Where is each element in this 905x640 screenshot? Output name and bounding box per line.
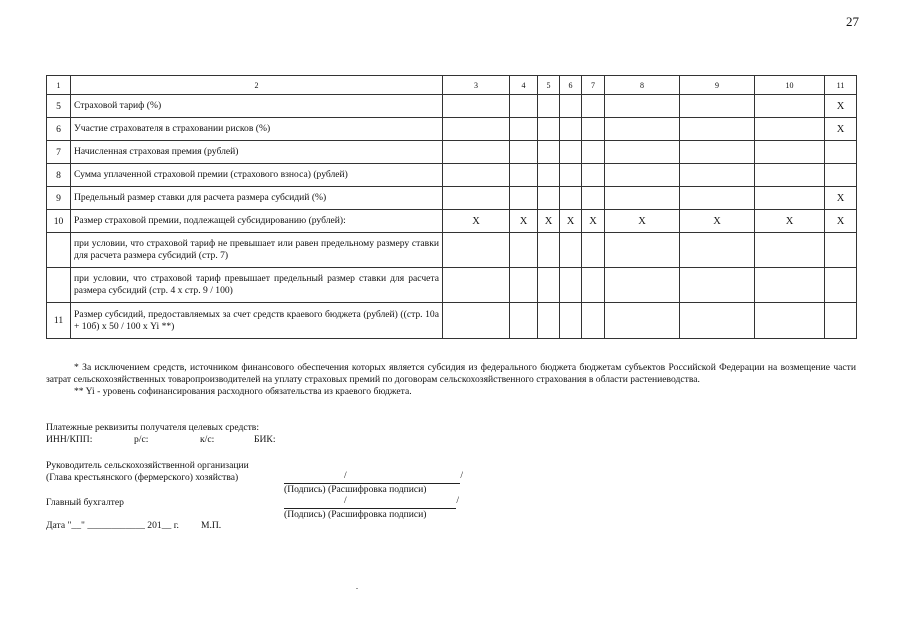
table-cell — [510, 141, 538, 164]
table-cell — [582, 164, 605, 187]
bik-label: БИК: — [254, 434, 276, 445]
scan-speck — [356, 588, 358, 589]
table-cell — [443, 233, 510, 268]
row-number: 8 — [47, 164, 71, 187]
table-cell — [510, 118, 538, 141]
row-number: 9 — [47, 187, 71, 210]
table-cell — [755, 95, 825, 118]
table-row — [47, 187, 857, 210]
header-cell: 2 — [71, 76, 443, 95]
table-cell — [605, 268, 680, 303]
table-cell — [755, 164, 825, 187]
table-cell — [510, 303, 538, 339]
table-cell — [538, 187, 560, 210]
table-cell — [680, 118, 755, 141]
table-cell — [538, 141, 560, 164]
table-cell — [582, 268, 605, 303]
header-cell: 4 — [510, 76, 538, 95]
table-row — [47, 118, 857, 141]
table-cell — [538, 233, 560, 268]
header-cell: 9 — [680, 76, 755, 95]
table-cell: X — [825, 187, 857, 210]
accountant-signature-line — [284, 495, 459, 509]
table-cell — [582, 187, 605, 210]
table-row — [47, 268, 857, 303]
table-cell — [680, 164, 755, 187]
page-number: 27 — [846, 14, 859, 29]
table-cell — [680, 303, 755, 339]
head-title-line2: (Глава крестьянского (фермерского) хозяйства) — [46, 472, 239, 483]
rs-label: р/с: — [134, 434, 149, 445]
table-cell — [605, 164, 680, 187]
table-cell — [755, 268, 825, 303]
table-cell: X — [510, 210, 538, 233]
header-cell: 1 — [47, 76, 71, 95]
table-row — [47, 95, 857, 118]
table-cell — [755, 187, 825, 210]
table-cell — [825, 141, 857, 164]
table-cell: X — [582, 210, 605, 233]
table-cell — [825, 164, 857, 187]
row-label: Предельный размер ставки для расчета размера субсидий (%) — [71, 187, 443, 210]
table-cell: X — [825, 95, 857, 118]
table-cell — [510, 233, 538, 268]
header-cell: 5 — [538, 76, 560, 95]
table-cell — [538, 95, 560, 118]
header-cell: 6 — [560, 76, 582, 95]
table-row — [47, 141, 857, 164]
table-cell — [605, 303, 680, 339]
row-label: Размер страховой премии, подлежащей субсидированию (рублей): — [71, 210, 443, 233]
header-cell: 11 — [825, 76, 857, 95]
table-cell: X — [538, 210, 560, 233]
table-cell — [582, 303, 605, 339]
row-label: Страховой тариф (%) — [71, 95, 443, 118]
row-number: 7 — [47, 141, 71, 164]
table-cell: X — [605, 210, 680, 233]
head-signature-label — [46, 460, 249, 484]
table-cell — [443, 118, 510, 141]
accountant-label: Главный бухгалтер — [46, 497, 124, 508]
payment-requisites — [46, 422, 276, 446]
header-cell: 3 — [443, 76, 510, 95]
table-cell — [825, 233, 857, 268]
row-number — [47, 268, 71, 303]
table-cell — [582, 118, 605, 141]
separator-slash: / — [344, 495, 347, 506]
separator-slash: / — [456, 495, 459, 506]
accountant-signature-caption: (Подпись) (Расшифровка подписи) — [284, 509, 427, 520]
table-cell — [582, 233, 605, 268]
table-cell — [560, 164, 582, 187]
table-cell — [538, 118, 560, 141]
table-cell — [680, 268, 755, 303]
stamp-place: М.П. — [200, 520, 222, 531]
row-number: 5 — [47, 95, 71, 118]
table-cell — [560, 233, 582, 268]
table-cell — [605, 118, 680, 141]
table-cell — [680, 141, 755, 164]
head-signature-line — [284, 470, 463, 484]
table-cell: X — [680, 210, 755, 233]
header-cell: 8 — [605, 76, 680, 95]
ks-label: к/с: — [200, 434, 215, 445]
table-cell — [443, 95, 510, 118]
table-cell: X — [443, 210, 510, 233]
table-cell — [560, 95, 582, 118]
table-row — [47, 303, 857, 339]
row-label: Участие страхователя в страховании рисков (%) — [71, 118, 443, 141]
head-title-line1: Руководитель сельскохозяйственной организации — [46, 460, 249, 471]
table-cell — [605, 187, 680, 210]
inn-label: ИНН/КПП: — [46, 434, 93, 445]
table-cell — [443, 141, 510, 164]
table-cell — [582, 95, 605, 118]
table-cell: X — [755, 210, 825, 233]
table-cell — [510, 95, 538, 118]
footnote-1: * За исключением средств, источником финансового обеспечения которых является субсидия из федерального бюджета бюджетам субъектов Российской Федерации на возмещение части затрат сельскохозяйственных товаропроизводителей на уплату страховых премий по договорам сельскохозяйственного страхования в области растениеводства. — [46, 362, 856, 385]
date-field: Дата "__" ____________ 201__ г. — [46, 520, 179, 531]
row-number: 11 — [47, 303, 71, 339]
date-line — [46, 520, 221, 531]
table-cell: X — [825, 118, 857, 141]
row-label: Размер субсидий, предоставляемых за счет средств краевого бюджета (рублей) ((стр. 10а + 10б) х 50 / 100 х Yi **) — [71, 303, 443, 339]
table-cell — [560, 187, 582, 210]
table-cell — [680, 187, 755, 210]
table-cell — [755, 141, 825, 164]
table-cell — [538, 268, 560, 303]
table-cell — [538, 164, 560, 187]
table-header-row — [47, 76, 857, 95]
head-signature-caption: (Подпись) (Расшифровка подписи) — [284, 484, 427, 495]
table-cell — [538, 303, 560, 339]
table-cell — [560, 303, 582, 339]
footnotes — [46, 362, 856, 398]
footnote-2: ** Yi - уровень софинансирования расходного обязательства из краевого бюджета. — [74, 386, 412, 397]
row-label: Начисленная страховая премия (рублей) — [71, 141, 443, 164]
table-cell — [680, 233, 755, 268]
requisites-fields — [46, 434, 276, 446]
table-cell — [560, 141, 582, 164]
separator-slash: / — [344, 470, 347, 481]
table-cell — [825, 303, 857, 339]
table-cell — [443, 164, 510, 187]
header-cell: 7 — [582, 76, 605, 95]
table-cell — [443, 303, 510, 339]
table-cell — [510, 268, 538, 303]
table-row — [47, 164, 857, 187]
row-number: 6 — [47, 118, 71, 141]
row-number — [47, 233, 71, 268]
table-cell — [560, 118, 582, 141]
table-cell — [510, 164, 538, 187]
table-cell — [680, 95, 755, 118]
header-cell: 10 — [755, 76, 825, 95]
table-cell — [755, 233, 825, 268]
requisites-title: Платежные реквизиты получателя целевых средств: — [46, 422, 259, 433]
table-cell — [605, 95, 680, 118]
table-row — [47, 233, 857, 268]
row-label: Сумма уплаченной страховой премии (страхового взноса) (рублей) — [71, 164, 443, 187]
table-row — [47, 210, 857, 233]
table-cell — [582, 141, 605, 164]
table-cell: X — [825, 210, 857, 233]
row-number: 10 — [47, 210, 71, 233]
table-cell — [443, 268, 510, 303]
table-cell — [755, 303, 825, 339]
table-cell — [755, 118, 825, 141]
table-cell — [443, 187, 510, 210]
form-table — [46, 75, 857, 339]
separator-slash: / — [460, 470, 463, 481]
table-cell: X — [560, 210, 582, 233]
table-cell — [605, 141, 680, 164]
table-cell — [510, 187, 538, 210]
table-cell — [605, 233, 680, 268]
table-cell — [560, 268, 582, 303]
row-label: при условии, что страховой тариф превышает предельный размер ставки для расчета размера субсидий (стр. 4 х стр. 9 / 100) — [71, 268, 443, 303]
row-label: при условии, что страховой тариф не превышает или равен предельному размеру ставки для расчета размера субсидий (стр. 7) — [71, 233, 443, 268]
table-cell — [825, 268, 857, 303]
